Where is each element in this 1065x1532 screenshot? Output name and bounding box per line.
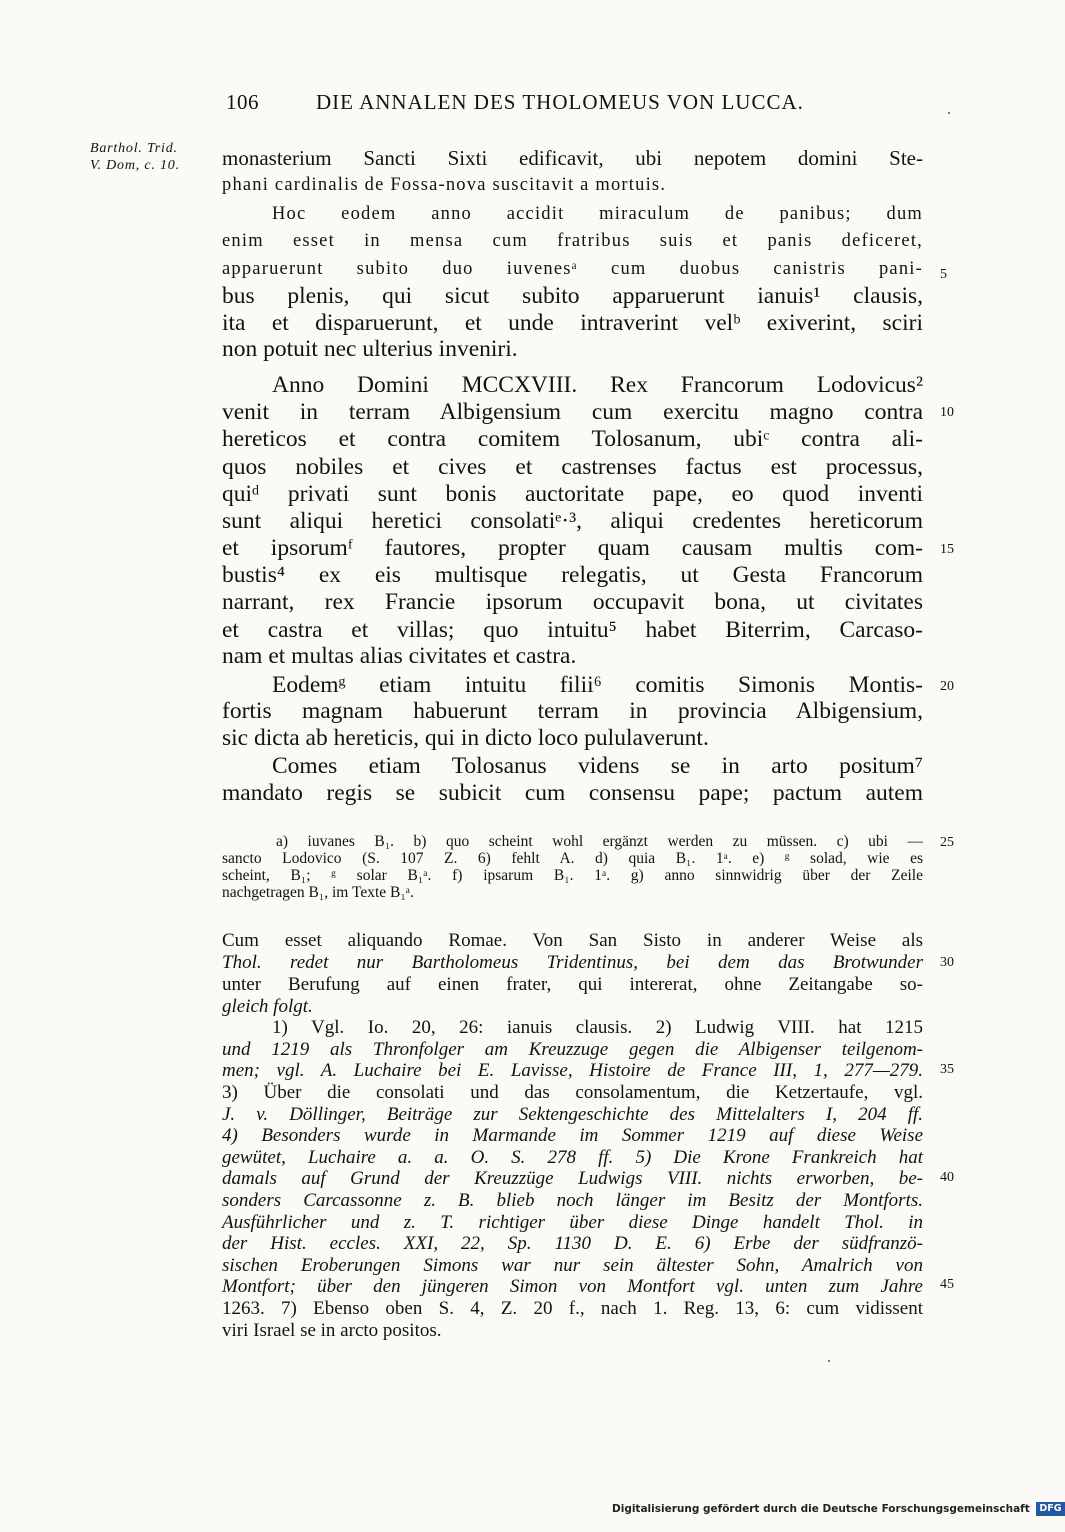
line-number: 15 xyxy=(940,542,954,557)
note-line: men; vgl. A. Luchaire bei E. Lavisse, Histoire de France III, 1, 277—279. xyxy=(222,1060,923,1081)
margin-note-line: V. Dom, c. 10. xyxy=(90,158,180,173)
note-line: Cum esset aliquando Romae. Von San Sisto in anderer Weise als xyxy=(222,930,923,951)
line-number: 40 xyxy=(940,1170,954,1185)
line-number: 10 xyxy=(940,405,954,420)
text-line: apparuerunt subito duo iuvenesᵃ cum duobus canistris pani- xyxy=(222,259,923,279)
note-line: 3) Über die consolati und das consolamentum, die Ketzertaufe, vgl. xyxy=(222,1082,923,1103)
text-line: hereticos et contra comitem Tolosanum, ubiᶜ contra ali- xyxy=(222,426,923,452)
apparatus-line: sancto Lodovico (S. 107 Z. 6) fehlt A. d) quia B₁. 1ᵃ. e) ᵍ solad, wie es xyxy=(222,850,923,867)
note-line: sonders Carcassonne z. B. blieb noch länger im Besitz der Montforts. xyxy=(222,1190,923,1211)
note-line: 1263. 7) Ebenso oben S. 4, Z. 20 f., nach 1. Reg. 13, 6: cum vidissent xyxy=(222,1298,923,1319)
note-line: viri Israel se in arcto positos. xyxy=(222,1320,442,1341)
note-line: 1) Vgl. Io. 20, 26: ianuis clausis. 2) Ludwig VIII. hat 1215 xyxy=(272,1017,923,1038)
note-line: Montfort; über den jüngeren Simon von Montfort vgl. unten zum Jahre xyxy=(222,1276,923,1297)
line-number: 30 xyxy=(940,955,954,970)
text-line: ita et disparuerunt, et unde intraverint velᵇ exiverint, sciri xyxy=(222,310,923,336)
margin-note xyxy=(90,140,220,174)
text-line: Anno Domini MCCXVIII. Rex Francorum Lodovicus² xyxy=(272,372,923,398)
note-line: Ausführlicher und z. T. richtiger über diese Dinge handelt Thol. in xyxy=(222,1212,923,1233)
text-line: Comes etiam Tolosanus videns se in arto positum⁷ xyxy=(272,753,923,779)
text-line: et castra et villas; quo intuitu⁵ habet Biterrim, Carcaso- xyxy=(222,617,923,643)
note-line: damals auf Grund der Kreuzzüge Ludwigs VIII. nichts erworben, be- xyxy=(222,1168,923,1189)
text-line: quiᵈ privati sunt bonis auctoritate pape, eo quod inventi xyxy=(222,481,923,507)
text-line: Eodemᵍ etiam intuitu filii⁶ comitis Simonis Montis- xyxy=(272,672,923,698)
scan-speck xyxy=(828,1360,830,1362)
text-line: et ipsorumᶠ fautores, propter quam causam multis com- xyxy=(222,535,923,561)
text-line: sunt aliqui heretici consolatiᵉ·³, aliqui credentes hereticorum xyxy=(222,508,923,534)
footer-text: Digitalisierung gefördert durch die Deutsche Forschungsgemeinschaft xyxy=(612,1503,1030,1515)
note-line: gewütet, Luchaire a. a. O. S. 278 ff. 5) Die Krone Frankreich hat xyxy=(222,1147,923,1168)
text-line: narrant, rex Francie ipsorum occupavit bona, ut civitates xyxy=(222,589,923,615)
line-number: 45 xyxy=(940,1277,954,1292)
page-number: 106 xyxy=(226,90,259,114)
line-number: 35 xyxy=(940,1062,954,1077)
text-line: enim esset in mensa cum fratribus suis et panis deficeret, xyxy=(222,231,923,251)
text-line: bus plenis, qui sicut subito apparuerunt ianuis¹ clausis, xyxy=(222,283,923,309)
margin-note-line: Barthol. Trid. xyxy=(90,141,178,156)
note-line: und 1219 als Thronfolger am Kreuzzuge gegen die Albigenser teilgenom- xyxy=(222,1039,923,1060)
note-line: sischen Eroberungen Simons war nur sein ältester Sohn, Amalrich von xyxy=(222,1255,923,1276)
line-number: 5 xyxy=(940,267,947,282)
scan-speck xyxy=(948,112,950,114)
note-line: 4) Besonders wurde in Marmande im Sommer 1219 auf diese Weise xyxy=(222,1125,923,1146)
note-line: der Hist. eccles. XXI, 22, Sp. 1130 D. E. 6) Erbe der südfranzö- xyxy=(222,1233,923,1254)
apparatus-line: scheint, B₁; ᵍ solar B₁ᵃ. f) ipsarum B₁. 1ᵃ. g) anno sinnwidrig über der Zeile xyxy=(222,867,923,884)
note-line: J. v. Döllinger, Beiträge zur Sektengeschichte des Mittelalters I, 204 ff. xyxy=(222,1104,923,1125)
text-line: Hoc eodem anno accidit miraculum de panibus; dum xyxy=(272,204,923,224)
line-number: 25 xyxy=(940,835,954,850)
dfg-logo: DFG xyxy=(1036,1502,1064,1516)
text-line: mandato regis se subicit cum consensu pape; pactum autem xyxy=(222,780,923,806)
note-line: Thol. redet nur Bartholomeus Tridentinus, bei dem das Brotwunder xyxy=(222,952,923,973)
text-line: venit in terram Albigensium cum exercitu magno contra xyxy=(222,399,923,425)
text-line: sic dicta ab hereticis, qui in dicto loco pululaverunt. xyxy=(222,725,709,751)
apparatus-line: nachgetragen B₁, im Texte B₁ᵃ. xyxy=(222,884,414,901)
running-title: DIE ANNALEN DES THOLOMEUS VON LUCCA. xyxy=(316,90,804,114)
text-line: nam et multas alias civitates et castra. xyxy=(222,643,577,669)
text-line: monasterium Sancti Sixti edificavit, ubi nepotem domini Ste- xyxy=(222,146,923,170)
note-line: unter Berufung auf einen frater, qui intererat, ohne Zeitangabe so- xyxy=(222,974,923,995)
digitization-footer xyxy=(612,1502,1065,1516)
text-line: quos nobiles et cives et castrenses factus est processus, xyxy=(222,454,923,480)
text-line: bustis⁴ ex eis multisque relegatis, ut Gesta Francorum xyxy=(222,562,923,588)
text-line: non potuit nec ulterius inveniri. xyxy=(222,336,518,362)
line-number: 20 xyxy=(940,679,954,694)
text-line: fortis magnam habuerunt terram in provincia Albigensium, xyxy=(222,698,923,724)
note-line: gleich folgt. xyxy=(222,996,313,1017)
text-line: phani cardinalis de Fossa-nova suscitavit a mortuis. xyxy=(222,175,667,195)
apparatus-line: a) iuvanes B₁. b) quo scheint wohl ergänzt werden zu müssen. c) ubi — xyxy=(276,833,923,850)
